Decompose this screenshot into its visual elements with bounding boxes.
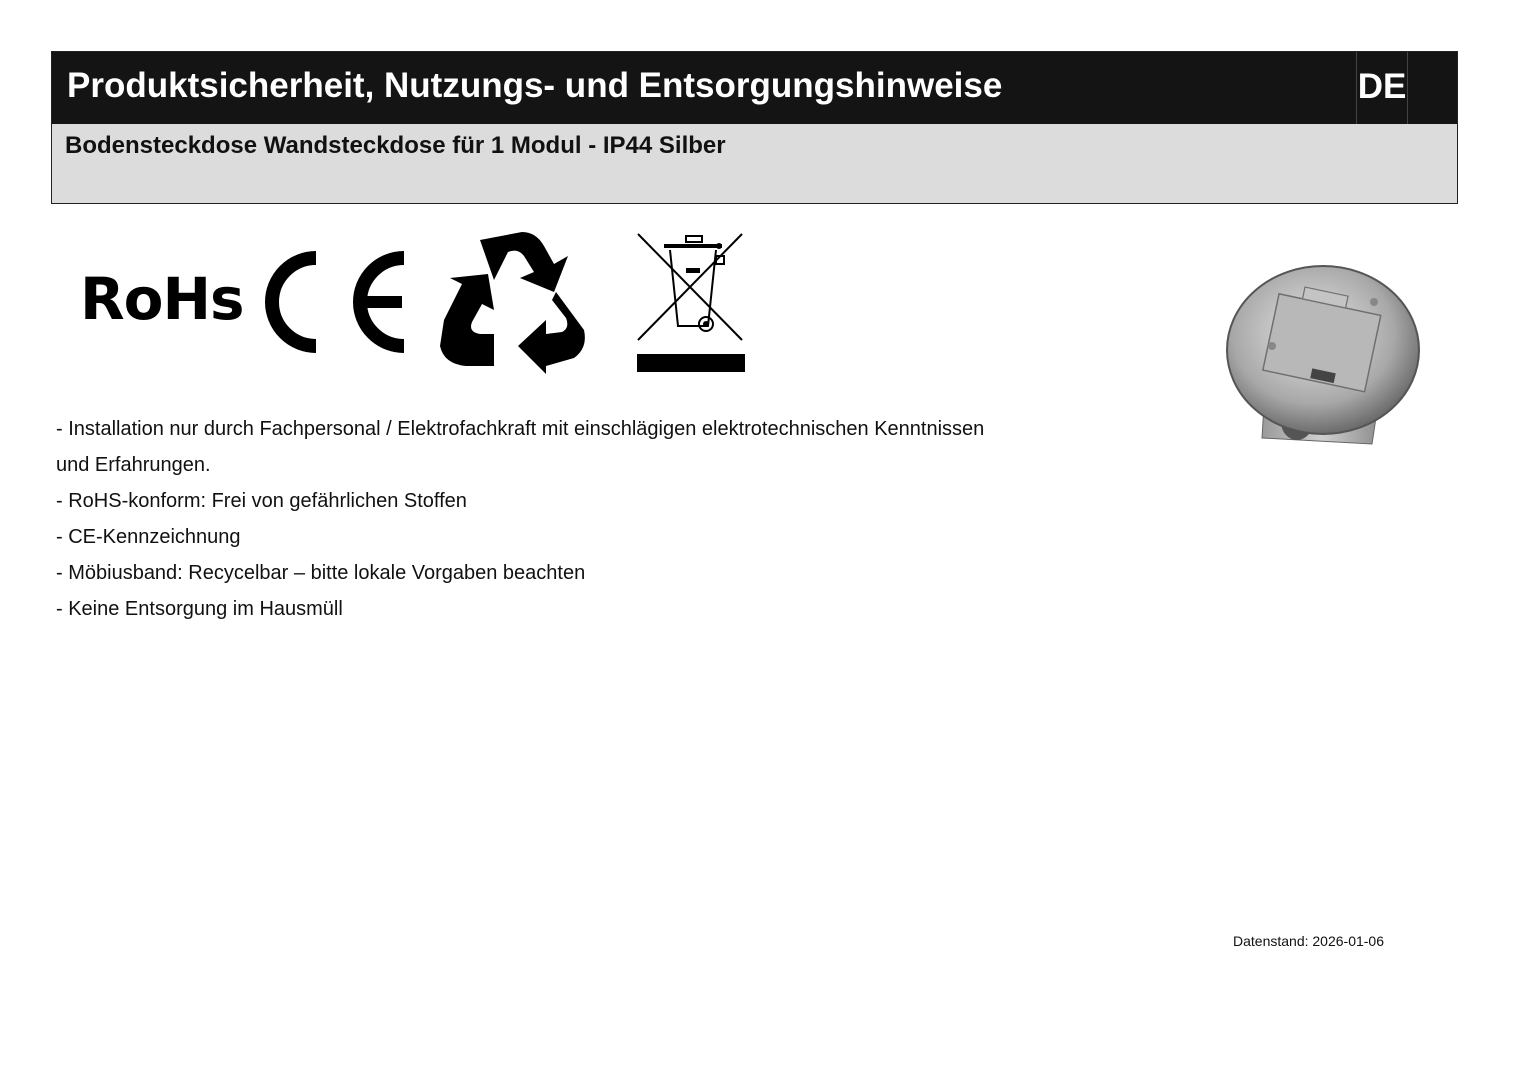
note-installation-continued: und Erfahrungen. [56,454,211,476]
title-bar [52,52,1457,124]
note-ce: - CE-Kennzeichnung [56,526,241,548]
weee-crossed-bin-icon [636,232,748,374]
product-image [1222,262,1428,448]
note-disposal: - Keine Entsorgung im Hausmüll [56,598,343,620]
ce-mark-icon [258,250,408,354]
page-title: Produktsicherheit, Nutzungs- und Entsorgungshinweise [67,66,1003,105]
note-rohs: - RoHS-konform: Frei von gefährlichen Stoffen [56,490,467,512]
product-name: Bodensteckdose Wandsteckdose für 1 Modul - IP44 Silber [65,132,726,159]
rohs-logo: RoHs [80,265,244,333]
notes-list [56,411,984,627]
recycling-icon [436,230,588,375]
language-code: DE [1356,52,1408,124]
note-recycling: - Möbiusband: Recycelbar – bitte lokale Vorgaben beachten [56,562,586,584]
header-box [51,51,1458,204]
note-installation: - Installation nur durch Fachpersonal / Elektrofachkraft mit einschlägigen elektrotechnischen Kenntnissen [56,418,985,440]
data-date: Datenstand: 2026-01-06 [1233,933,1384,949]
